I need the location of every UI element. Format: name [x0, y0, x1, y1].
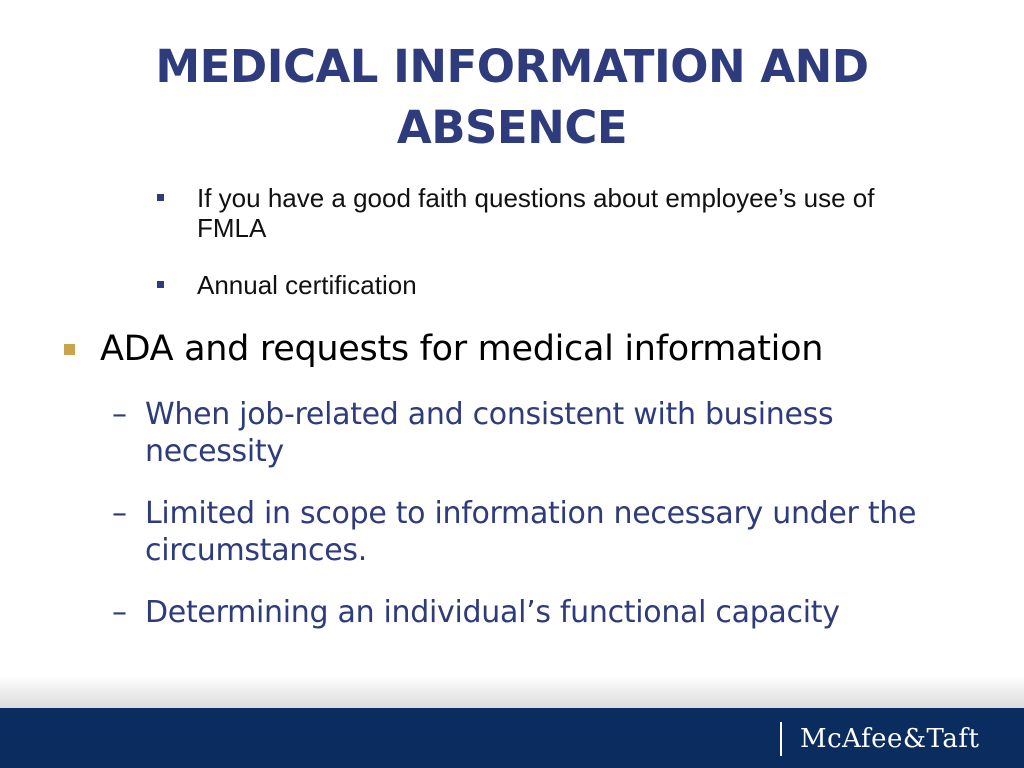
company-logo: McAfee&Taft	[800, 724, 980, 754]
dash-line-2: necessity	[145, 434, 284, 469]
title-line-2: ABSENCE	[396, 101, 628, 154]
main-bullet-item	[64, 327, 823, 371]
sub-bullet-line-2: FMLA	[197, 213, 267, 243]
dash-line-1: When job-related and consistent with business	[145, 397, 834, 432]
dash-line-1: Determining an individual’s functional capacity	[145, 595, 840, 630]
dash-line-2: circumstances.	[145, 533, 367, 568]
sub-bullet-item	[157, 270, 957, 300]
main-bullet-text: ADA and requests for medical information	[100, 329, 824, 369]
sub-bullet-line-1: Annual certification	[197, 270, 417, 300]
dash-bullet-item	[112, 396, 952, 470]
footer-shadow	[0, 676, 1024, 708]
dash-bullet-item	[112, 594, 952, 631]
title-line-1: MEDICAL INFORMATION AND	[155, 40, 869, 93]
sub-bullet-item	[157, 183, 957, 243]
square-bullet-icon	[157, 194, 164, 201]
sub-bullet-line-1: If you have a good faith questions about employee’s use of	[197, 183, 875, 213]
dash-line-1: Limited in scope to information necessary under the	[145, 496, 917, 531]
square-bullet-icon	[157, 281, 164, 288]
dash-bullet-item	[112, 495, 952, 569]
gold-square-bullet-icon	[64, 344, 75, 355]
logo-divider	[780, 722, 782, 756]
slide-title	[60, 36, 964, 158]
dash-marker-icon: –	[112, 397, 127, 432]
dash-marker-icon: –	[112, 496, 127, 531]
dash-marker-icon: –	[112, 595, 127, 630]
